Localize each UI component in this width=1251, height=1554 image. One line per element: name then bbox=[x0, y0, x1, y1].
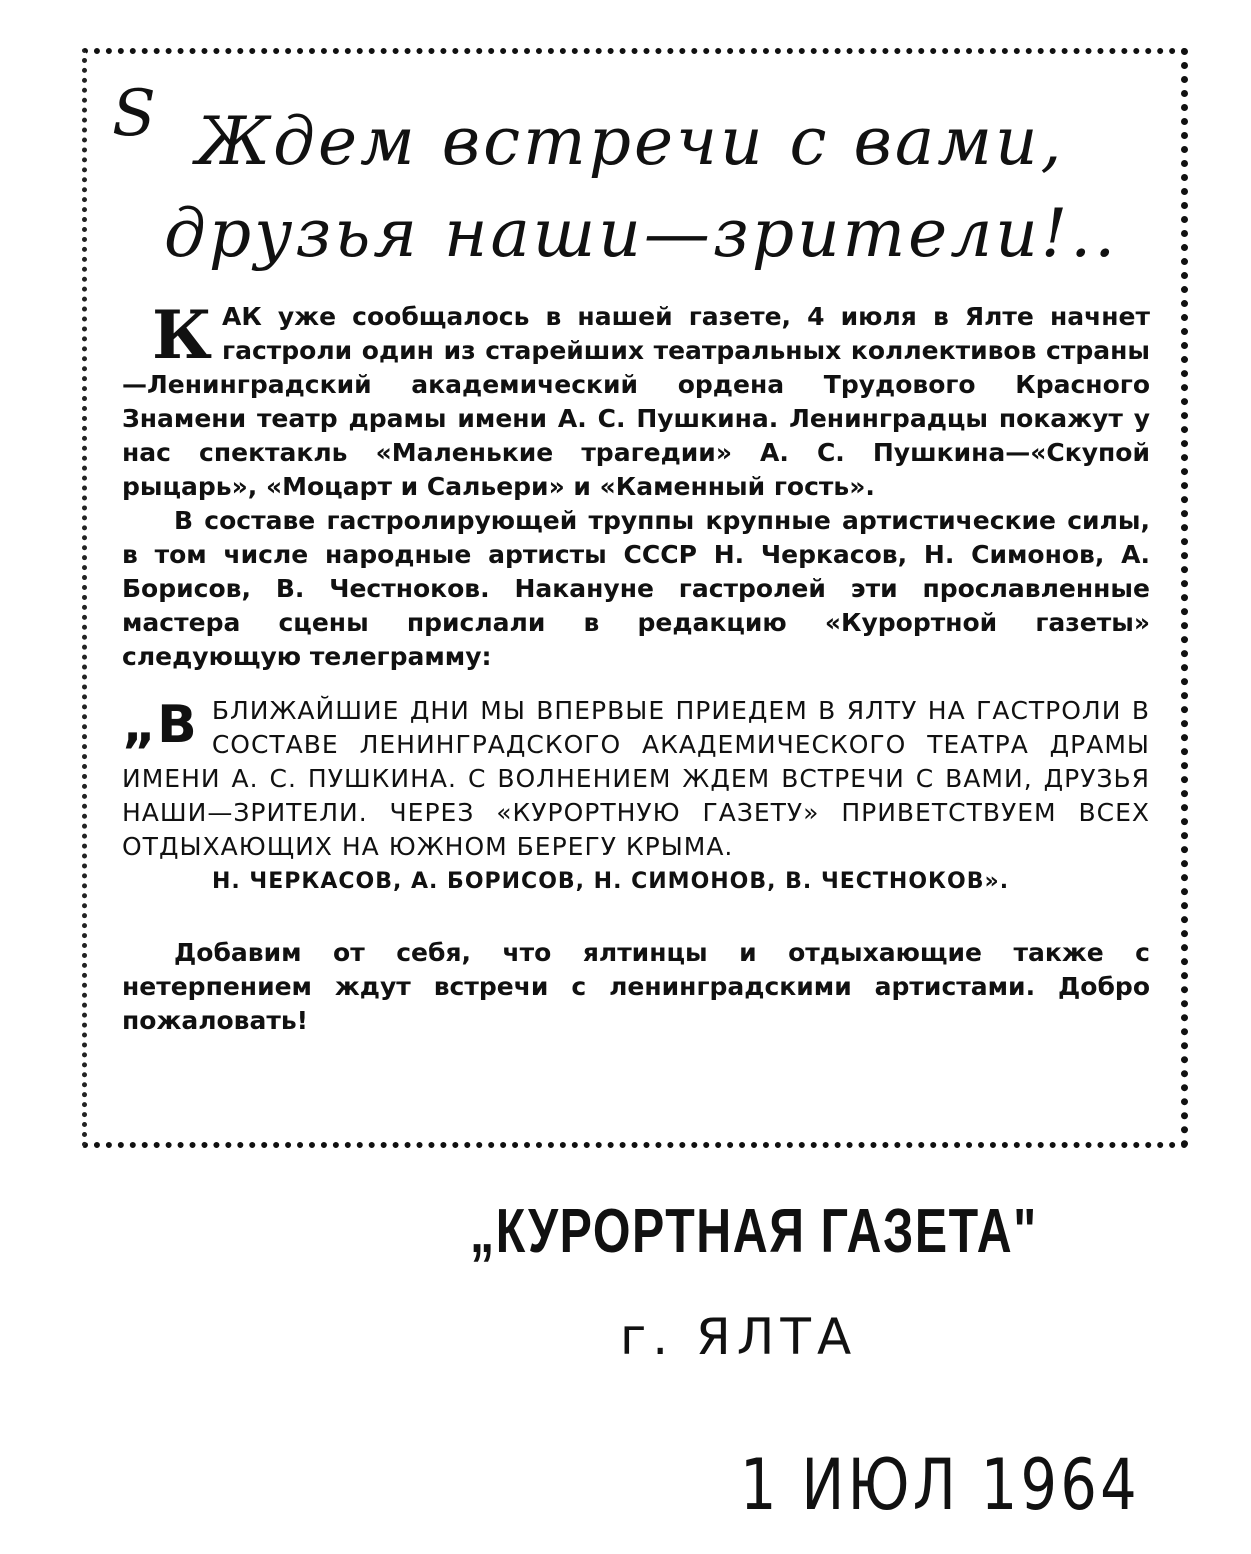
telegram-signature: Н. ЧЕРКАСОВ, А. БОРИСОВ, Н. СИМОНОВ, В. ЧЕСТНОКОВ». bbox=[212, 869, 1010, 894]
lead-paragraph bbox=[122, 296, 1150, 504]
telegram-dropcap: „В bbox=[122, 695, 198, 755]
margin-mark: S bbox=[112, 77, 156, 151]
closing-paragraph: Добавим от себя, что ялтинцы и отдыхающие также с нетерпением ждут встречи с ленинградскими артистами. Добро пожаловать! bbox=[122, 938, 1150, 1035]
headline-line-1: Ждем встречи с вами, bbox=[196, 103, 1065, 180]
telegram-text: БЛИЖАЙШИЕ ДНИ МЫ ВПЕРВЫЕ ПРИЕДЕМ В ЯЛТУ НА ГАСТРОЛИ В СОСТАВЕ ЛЕНИНГРАДСКОГО АКАДЕМИЧЕСКОГО ТЕАТРА ДРАМЫ ИМЕНИ А. С. ПУШКИНА. С ВОЛНЕНИЕМ ЖДЕМ ВСТРЕЧИ С ВАМИ, ДРУЗЬЯ НАШИ—ЗРИТЕЛИ. ЧЕРЕЗ «КУРОРТНУЮ ГАЗЕТУ» ПРИВЕТСТВУЕМ ВСЕХ ОТДЫХАЮЩИХ НА ЮЖНОМ БЕРЕГУ КРЫМА. bbox=[122, 696, 1150, 861]
headline bbox=[160, 96, 1140, 280]
date-stamp: 1 ИЮЛ 1964 bbox=[740, 1444, 1140, 1526]
article-body bbox=[122, 296, 1150, 1038]
city-stamp: г. ЯЛТА bbox=[620, 1308, 858, 1366]
paragraph-troupe: В составе гастролирующей труппы крупные артистические силы, в том числе народные артисты СССР Н. Черкасов, Н. Симонов, А. Борисов, В. Честноков. Накануне гастролей эти прославленные мастера сцены прислали в редакцию «Курортной газеты» следующую телеграмму: bbox=[122, 506, 1150, 671]
telegram-quote bbox=[122, 694, 1150, 864]
lead-text: АК уже сообщалось в нашей газете, 4 июля в Ялте начнет гастроли один из старейших театральных коллективов страны—Ленинградский академический ордена Трудового Красного Знамени театр драмы имени А. С. Пушкина. Ленинградцы покажут у нас спектакль «Маленькие трагедии» А. С. Пушкина—«Скупой рыцарь», «Моцарт и Сальери» и «Каменный гость». bbox=[122, 302, 1150, 501]
headline-line-2: друзья наши—зрители!.. bbox=[164, 195, 1119, 272]
lead-dropcap: К bbox=[152, 296, 213, 374]
newspaper-stamp: „КУРОРТНАЯ ГАЗЕТА" bbox=[470, 1197, 1038, 1266]
